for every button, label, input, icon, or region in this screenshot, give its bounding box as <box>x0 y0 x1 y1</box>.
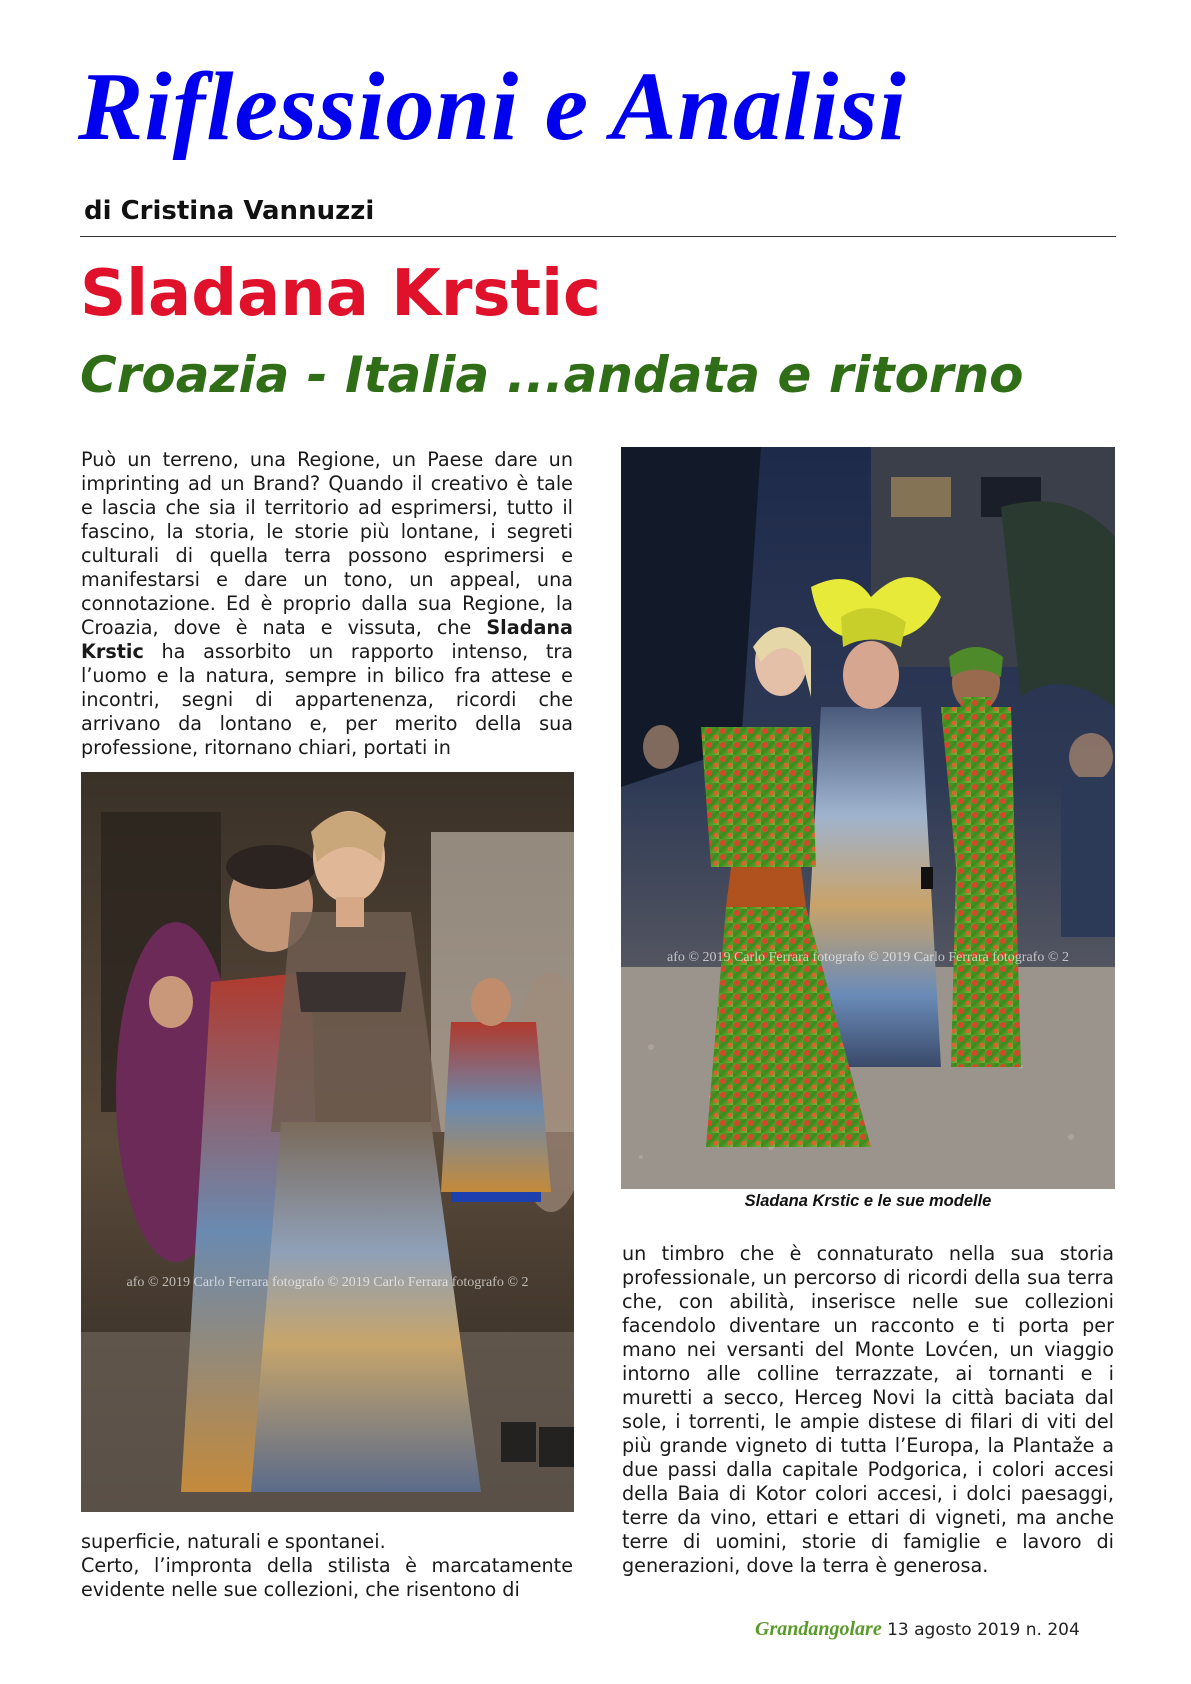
header-divider <box>80 236 1116 237</box>
photo-watermark: afo © 2019 Carlo Ferrara fotografo © 2019 Carlo Ferrara fotografo © 2 <box>666 950 1069 965</box>
photo-caption: Sladana Krstic e le sue modelle <box>744 1192 992 1210</box>
right-column-paragraph: un timbro che è connaturato nella sua storia professionale, un percorso di ricordi della sua terra che, con abilità, inserisce nelle sue collezioni facendolo diventare un racconto e ti porta per mano nei versanti del Monte Lovćen, un viaggio intorno alle colline terrazzate, ai tornanti e i muretti a secco, Herceg Novi la città baciata dal sole, i torrenti, le ampie distese di filari di viti del più grande vigneto di tutta l’Europa, la Plantaže a due passi dalla capitale Podgorica, i colori accesi della Baia di Kotor colori accesi, i dolci paesaggi, terre da vino, ettari e ettari di vigneti, ma anche terre di uomini, storie di famiglie e lavoro di generazioni, dove la terra è generosa. <box>622 1242 1114 1577</box>
continued-line-1: superficie, naturali e spontanei. <box>81 1530 386 1553</box>
lead-paragraph <box>81 448 573 760</box>
article-headline: Sladana Krstic <box>80 257 601 331</box>
author-byline: di Cristina Vannuzzi <box>84 196 375 226</box>
event-photo <box>621 447 1115 1189</box>
lead-text-start: Può un terreno, una Regione, un Paese dare un imprinting ad un Brand? Quando il creativo è tale e lascia che sia il territorio ad esprimersi, tutto il fascino, la storia, le storie più lontane, i segreti culturali di quella terra possono esprimersi e manifestarsi e dare un tono, un appeal, una connotazione. Ed è proprio dalla sua Regione, la Croazia, dove è nata e vissuta, che <box>81 448 573 639</box>
issue-info: 13 agosto 2019 n. 204 <box>881 1620 1080 1640</box>
backstage-photo-illustration <box>81 772 574 1512</box>
backstage-photo <box>81 772 574 1512</box>
lead-text-end: ha assorbito un rapporto intenso, tra l’uomo e la natura, sempre in bilico fra attese e incontri, segni di appartenenza, ricordi che arrivano da lontano e, per merito della sua professione, ritornano chiari, portati in <box>81 640 573 759</box>
continued-paragraph <box>81 1530 573 1602</box>
continued-line-2: Certo, l’impronta della stilista è marcatamente evidente nelle sue collezioni, che risentono di <box>81 1554 573 1601</box>
photo-watermark: afo © 2019 Carlo Ferrara fotografo © 2019 Carlo Ferrara fotografo © 2 <box>126 1275 529 1290</box>
event-photo-illustration <box>621 447 1115 1189</box>
page-footer <box>755 1618 1080 1641</box>
designer-name: Sladana Krstic <box>81 616 573 663</box>
masthead-title: Riflessioni e Analisi <box>78 53 907 161</box>
article-subheadline: Croazia - Italia ...andata e ritorno <box>80 346 1024 404</box>
magazine-name: Grandangolare <box>755 1618 882 1640</box>
